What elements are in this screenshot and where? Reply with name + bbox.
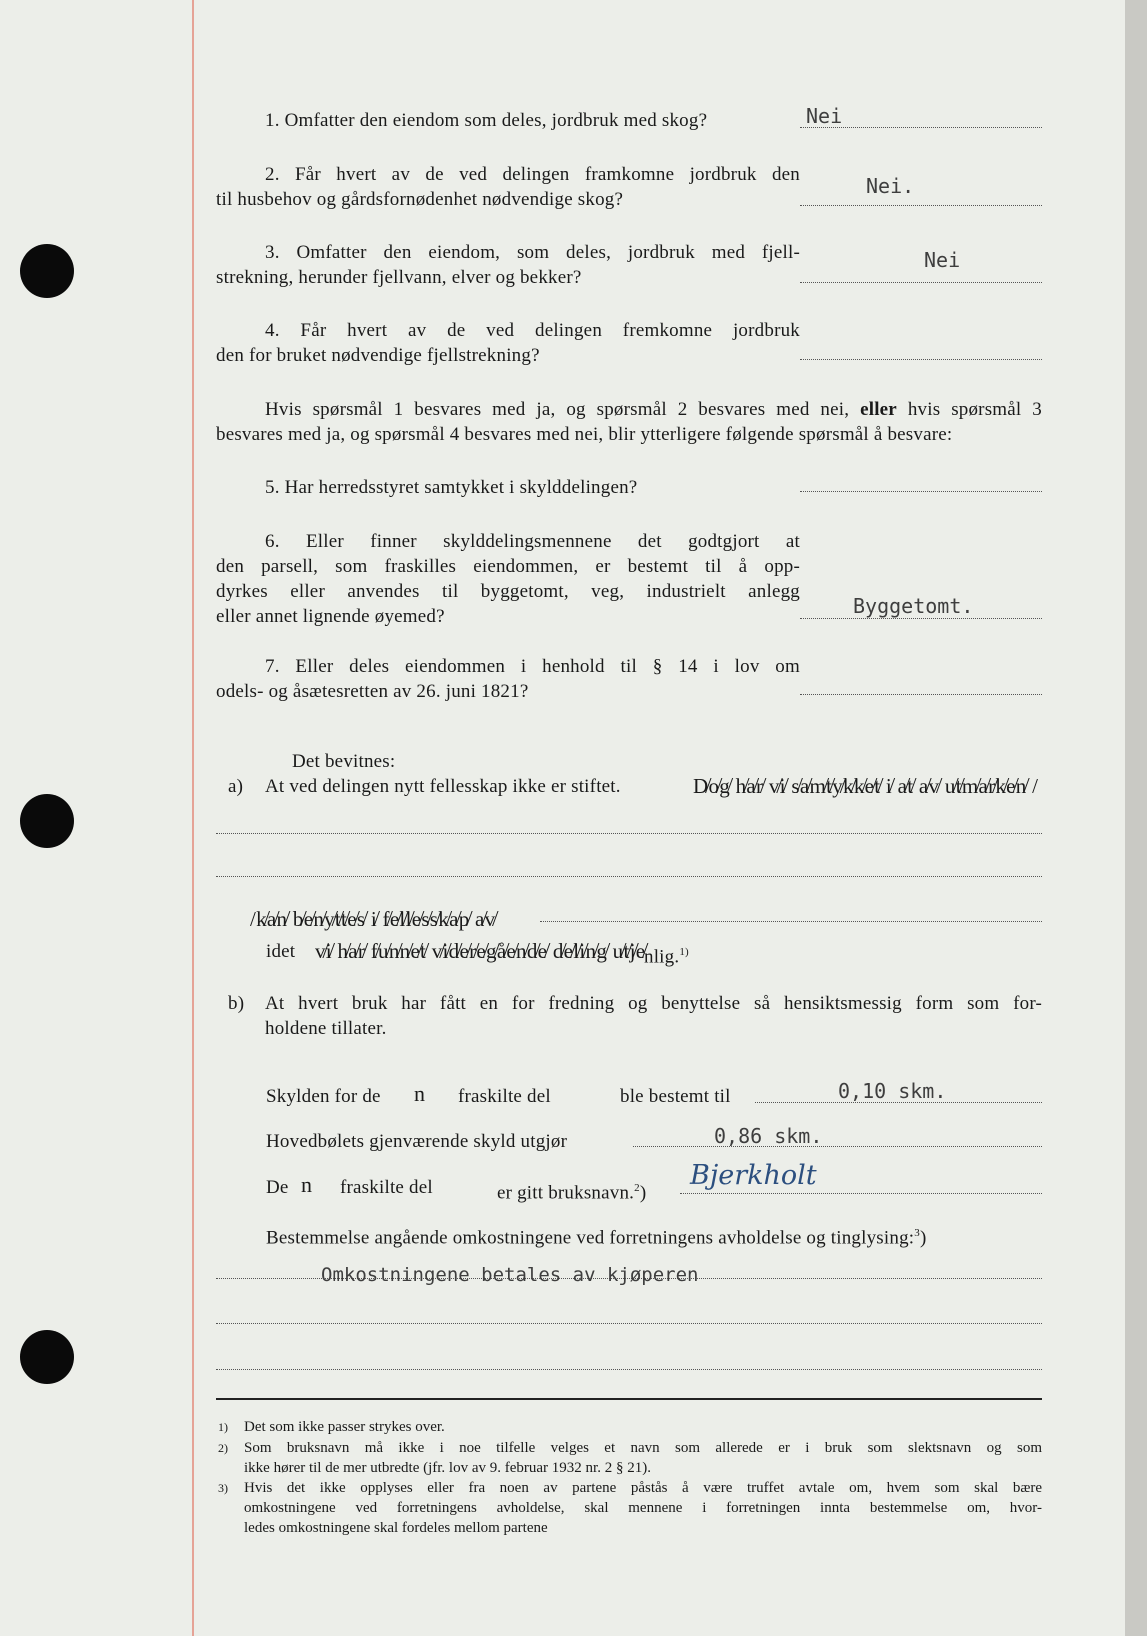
- answer-line: [680, 1193, 1042, 1194]
- conditional-paragraph-line-1: [265, 398, 1042, 422]
- skyld-n-1: n: [414, 1081, 426, 1106]
- question-2-line-1: 2. Får hvert av de ved delingen framkomne jordbruk den: [265, 164, 800, 185]
- binder-hole-icon: [20, 244, 74, 298]
- cond-part-1: Hvis spørsmål 1 besvares med ja, og spørsmål 2 besvares med nei,: [265, 399, 850, 420]
- answer-line: [800, 282, 1042, 283]
- blank-line: [216, 833, 1042, 834]
- hovedbol-value: 0,86 skm.: [714, 1124, 823, 1148]
- skyld-value: 0,10 skm.: [838, 1079, 947, 1103]
- blank-line: [540, 921, 1042, 922]
- bruksnavn-value: Bjerkholt: [690, 1160, 817, 1191]
- answer-line: [800, 618, 1042, 619]
- footnote-ref: 1): [679, 946, 689, 958]
- answer-line: [633, 1146, 1042, 1147]
- struck-text-shared: /k̸a̸n̸ b̸e̸n̸y̸t̸t̸e̸s̸ i̸ f̸e̸l̸l̸e̸s̸s̸k̸a̸p̸ a̸v̸: [250, 907, 496, 931]
- omkostning-label: Bestemmelse angående omkostningene ved forretningens avholdelse og tinglysing:$^3$): [266, 1227, 927, 1249]
- bruksnavn-label-2: fraskilte del: [340, 1177, 433, 1198]
- attestation-a-text: At ved delingen nytt fellesskap ikke er stiftet.: [265, 776, 621, 797]
- attestation-tail: [644, 940, 689, 969]
- question-4-line-1: 4. Får hvert av de ved delingen fremkomne jordbruk: [265, 320, 800, 341]
- conditional-paragraph-line-2: besvares med ja, og spørsmål 4 besvares med nei, blir ytterligere følgende spørsmål å besvare:: [216, 424, 953, 445]
- bruksnavn-label-1: De: [266, 1177, 289, 1198]
- binder-hole-icon: [20, 1330, 74, 1384]
- omkostning-label-text: Bestemmelse angående omkostningene ved forretningens avholdelse og tinglysing:: [266, 1227, 915, 1249]
- answer-q1: Nei: [806, 104, 843, 128]
- question-6-line-3: dyrkes eller anvendes til byggetomt, veg, industrielt anlegg: [216, 581, 800, 602]
- attestation-b-line-1: At hvert bruk har fått en for fredning og benyttelse så hensiktsmessig form som for-: [265, 993, 1042, 1014]
- footnote-3-num: 3): [218, 1481, 228, 1495]
- cond-part-2: hvis spørsmål 3: [907, 399, 1042, 420]
- bruksnavn-label-3: er gitt bruksnavn.$^2$): [497, 1182, 647, 1204]
- footnote-3-line-3: ledes omkostningene skal fordeles mellom partene: [244, 1520, 548, 1536]
- footnote-ref: 2: [634, 1182, 640, 1194]
- page-edge: [1125, 0, 1147, 1636]
- footnote-2-num: 2): [218, 1441, 228, 1455]
- question-6-line-1: 6. Eller finner skylddelingsmennene det godtgjort at: [265, 531, 800, 552]
- question-7-line-2: odels- og åsætesretten av 26. juni 1821?: [216, 681, 529, 702]
- footnote-divider: [216, 1398, 1042, 1400]
- attestation-idet: idet: [266, 941, 296, 962]
- question-3-line-2: strekning, herunder fjellvann, elver og bekker?: [216, 267, 582, 288]
- blank-line: [216, 876, 1042, 877]
- answer-line: [800, 205, 1042, 206]
- hovedbol-label: Hovedbølets gjenværende skyld utgjør: [266, 1131, 568, 1152]
- footnote-2-line-2: ikke hører til de mer utbredte (jfr. lov av 9. februar 1932 nr. 2 § 21).: [244, 1460, 651, 1476]
- struck-text-division: v̸i̸ h̸a̸r̸ f̸u̸n̸n̸e̸t̸ v̸i̸d̸e̸r̸e̸g̸å̸e̸n̸d̸e̸ d̸e̸l̸i̸n̸g̸ u̸t̸j̸e̸: [315, 939, 646, 963]
- question-1: 1. Omfatter den eiendom som deles, jordbruk med skog?: [265, 110, 708, 131]
- question-4-line-2: den for bruket nødvendige fjellstrekning?: [216, 345, 540, 366]
- omkostning-value: Omkostningene betales av kjøperen: [321, 1264, 699, 1286]
- footnote-3-line-1: Hvis det ikke opplyses eller fra noen av partene påstås å være truffet avtale om, hvem som skal bære: [244, 1480, 1042, 1496]
- bruksnavn-n: n: [301, 1172, 313, 1197]
- question-2-line-2: til husbehov og gårdsfornødenhet nødvendige skog?: [216, 189, 624, 210]
- footnote-3-line-2: omkostningene ved forretningens avholdelse, skal mennene i forretningen innta bestemmelse om, hvor-: [244, 1500, 1042, 1516]
- footnote-1: Det som ikke passer strykes over.: [244, 1419, 445, 1435]
- skyld-label-2: fraskilte del: [458, 1086, 551, 1107]
- question-3-line-1: 3. Omfatter den eiendom, som deles, jordbruk med fjell-: [265, 242, 800, 263]
- attestation-heading: Det bevitnes:: [292, 751, 396, 772]
- attestation-a-label: a): [228, 776, 244, 797]
- answer-line: [800, 359, 1042, 360]
- attestation-b-line-2: holdene tillater.: [265, 1018, 387, 1039]
- question-7-line-1: 7. Eller deles eiendommen i henhold til § 14 i lov om: [265, 656, 800, 677]
- question-6-line-2: den parsell, som fraskilles eiendommen, er bestemt til å opp-: [216, 556, 800, 577]
- question-6-line-4: eller annet lignende øyemed?: [216, 606, 445, 627]
- blank-line: [216, 1369, 1042, 1370]
- question-5: 5. Har herredsstyret samtykket i skylddelingen?: [265, 477, 638, 498]
- attestation-tail-text: nlig.: [644, 946, 680, 968]
- answer-q6: Byggetomt.: [853, 594, 974, 618]
- answer-q3: Nei: [924, 248, 961, 272]
- binder-hole-icon: [20, 794, 74, 848]
- skyld-label-3: ble bestemt til: [620, 1086, 731, 1107]
- struck-text-a: D̸o̸g̸ h̸a̸r̸ v̸i̸ s̸a̸m̸t̸y̸k̸k̸e̸t̸ i̸ a̸t̸ a̸v̸ u̸t̸m̸a̸r̸k̸e̸n̸ /: [693, 774, 1039, 798]
- answer-line: [800, 491, 1042, 492]
- cond-bold-word: eller: [860, 399, 897, 420]
- answer-line: [800, 694, 1042, 695]
- skyld-label-1: Skylden for de: [266, 1086, 381, 1107]
- bruksnavn-label-3-text: er gitt bruksnavn.: [497, 1182, 635, 1204]
- answer-q2: Nei.: [866, 174, 915, 198]
- margin-line: [192, 0, 194, 1636]
- blank-line: [216, 1323, 1042, 1324]
- footnote-1-num: 1): [218, 1420, 228, 1434]
- attestation-b-label: b): [228, 993, 245, 1014]
- footnote-2-line-1: Som bruksnavn må ikke i noe tilfelle velges et navn som allerede er i bruk som slektsnavn og som: [244, 1440, 1042, 1456]
- footnote-ref: 3: [914, 1227, 920, 1239]
